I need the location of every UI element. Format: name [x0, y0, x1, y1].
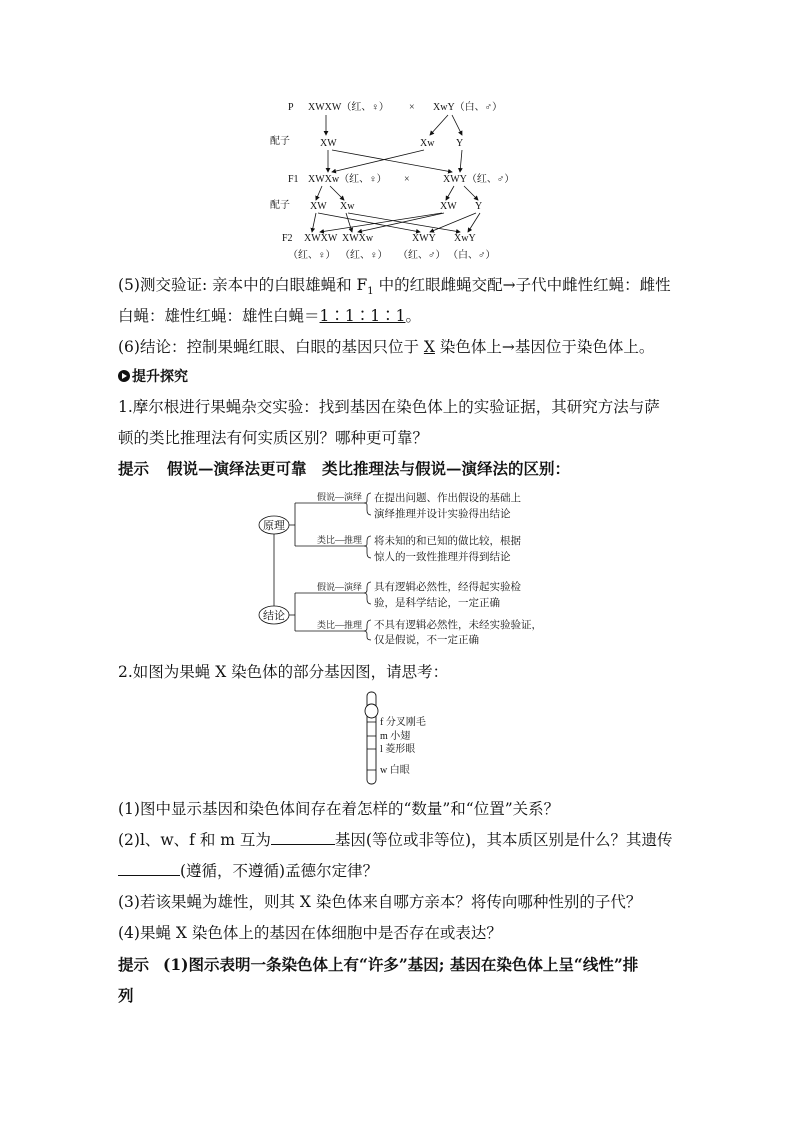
conclusion-node: 结论: [263, 610, 285, 622]
subquestion-2-text-c: (遵循，不遵循)孟德尔定律？: [180, 862, 379, 880]
gamete2-b: Xw: [340, 201, 355, 212]
conclusion-hd-label: 假说—演绎: [317, 582, 363, 592]
section5-line2-text: 白蝇：雄性红蝇：雄性白蝇＝: [118, 307, 320, 325]
hint2-line1: [118, 954, 638, 976]
gamete-xw-upper: XW: [320, 138, 337, 149]
f2-phenotype-1: （红、♀）: [288, 250, 336, 261]
hint2-label: 提示: [118, 955, 150, 974]
cross-diagram: [270, 92, 530, 264]
principle-hd-desc-2: 演绎推理并设计实验得出结论: [374, 509, 511, 520]
explore-heading-text: 提升探究: [132, 369, 188, 385]
gamete2-d: Y: [475, 201, 483, 212]
conclusion-hd-desc-1: 具有逻辑必然性，经得起实验检: [374, 582, 521, 593]
question1-line2: 顿的类比推理法有何实质区别？哪种更可靠？: [118, 429, 429, 447]
hint1-label: 提示: [118, 459, 150, 478]
explore-heading: [118, 366, 188, 388]
answer-blank-1[interactable]: [271, 830, 335, 845]
principle-an-desc-2: 惊人的一致性推理并得到结论: [374, 552, 511, 563]
section5-ratio: 1∶1∶1∶1: [319, 307, 406, 325]
gene-label-f: f 分叉刚毛: [380, 717, 426, 728]
principle-hd-desc-1: 在提出问题、作出假设的基础上: [374, 493, 521, 504]
f2-label: F2: [282, 233, 293, 244]
f2-phenotype-4: （白、♂）: [448, 250, 496, 261]
gene-label-m: m 小翅: [380, 731, 411, 742]
subquestion-2-text-b: 基因(等位或非等位)，其本质区别是什么？其遗传: [334, 831, 673, 849]
principle-an-label: 类比—推理: [317, 535, 363, 545]
f1-cross-sign: ×: [404, 174, 410, 185]
question2-line: 2.如图为果蝇 X 染色体的部分基因图，请思考：: [118, 663, 449, 681]
gamete-xw-lower: Xw: [420, 138, 435, 149]
f1-male-genotype: XWY（红、♂）: [443, 174, 515, 185]
gene-label-w: w 白眼: [380, 765, 410, 776]
section5-text-a: (5)测交验证: 亲本中的白眼雄蝇和 F: [118, 276, 368, 294]
p-male-genotype: XwY（白、♂）: [433, 102, 503, 113]
section6-line: [118, 336, 654, 358]
comparison-diagram: [255, 488, 555, 646]
gamete-y: Y: [456, 138, 464, 149]
question1-line1: 1.摩尔根进行果蝇杂交实验：找到基因在染色体上的实验证据，其研究方法与萨: [118, 398, 660, 416]
f2-genotype-4: XwY: [454, 233, 476, 244]
conclusion-hd-desc-2: 验，是科学结论，一定正确: [374, 598, 500, 609]
hint1-line: [118, 458, 570, 480]
p-female-genotype: XWXW（红、♀）: [308, 102, 389, 113]
principle-hd-label: 假说—演绎: [317, 492, 363, 502]
gamete2-a: XW: [310, 201, 327, 212]
gene-label-l: l 菱形眼: [380, 744, 416, 755]
f2-genotype-3: XWY: [412, 233, 436, 244]
subquestion-3: (3)若该果蝇为雄性，则其 X 染色体来自哪方亲本？将传向哪种性别的子代？: [118, 893, 642, 911]
f1-label: F1: [288, 174, 299, 185]
f2-genotype-2: XWXw: [342, 233, 374, 244]
subquestion-1: (1)图中显示基因和染色体间存在着怎样的“数量”和“位置”关系？: [118, 800, 560, 818]
gamete2-c: XW: [440, 201, 457, 212]
section5-text-b: 中的红眼雌蝇交配→子代中雌性红蝇：雌性: [373, 276, 671, 294]
conclusion-an-label: 类比—推理: [317, 620, 363, 630]
gamete-label: 配子: [270, 136, 290, 147]
principle-an-desc-1: 将未知的和已知的做比较，根据: [374, 536, 521, 547]
f2-phenotype-2: （红、♀）: [340, 250, 388, 261]
conclusion-an-desc-1: 不具有逻辑必然性，未经实验验证，: [374, 620, 542, 631]
subquestion-2-line2: [118, 860, 378, 882]
section5-subscript: 1: [367, 286, 374, 298]
answer-blank-2[interactable]: [118, 861, 180, 876]
chromosome-diagram: [360, 690, 460, 786]
principle-node: 原理: [263, 520, 285, 532]
section6-x: X: [423, 338, 435, 356]
f2-phenotype-3: （红、♂）: [398, 250, 446, 261]
p-label: P: [288, 102, 294, 113]
f1-female-genotype: XWXw（红、♀）: [308, 174, 387, 185]
hint2-line2: 列: [118, 986, 134, 1005]
section5-line1: [118, 274, 671, 303]
p-cross-sign: ×: [409, 102, 415, 113]
section6-text-b: 染色体上→基因位于染色体上。: [434, 338, 655, 356]
subquestion-2-text-a: (2)l、w、f 和 m 互为: [118, 831, 271, 849]
f2-genotype-1: XWXW: [304, 233, 338, 244]
section6-text-a: (6)结论：控制果蝇红眼、白眼的基因只位于: [118, 338, 424, 356]
hint2-text: (1)图示表明一条染色体上有“许多”基因; 基因在染色体上呈“线性”排: [163, 955, 639, 974]
section5-line2: [118, 305, 421, 327]
gamete-label-2: 配子: [270, 200, 290, 211]
section5-line2-end: 。: [405, 307, 421, 325]
conclusion-an-desc-2: 仅是假说，不一定正确: [374, 635, 479, 646]
subquestion-2-line1: [118, 829, 673, 851]
subquestion-4: (4)果蝇 X 染色体上的基因在体细胞中是否存在或表达？: [118, 924, 502, 942]
play-circle-icon: [118, 370, 130, 382]
hint1-text: 假说—演绎法更可靠 类比推理法与假说—演绎法的区别：: [167, 459, 571, 478]
